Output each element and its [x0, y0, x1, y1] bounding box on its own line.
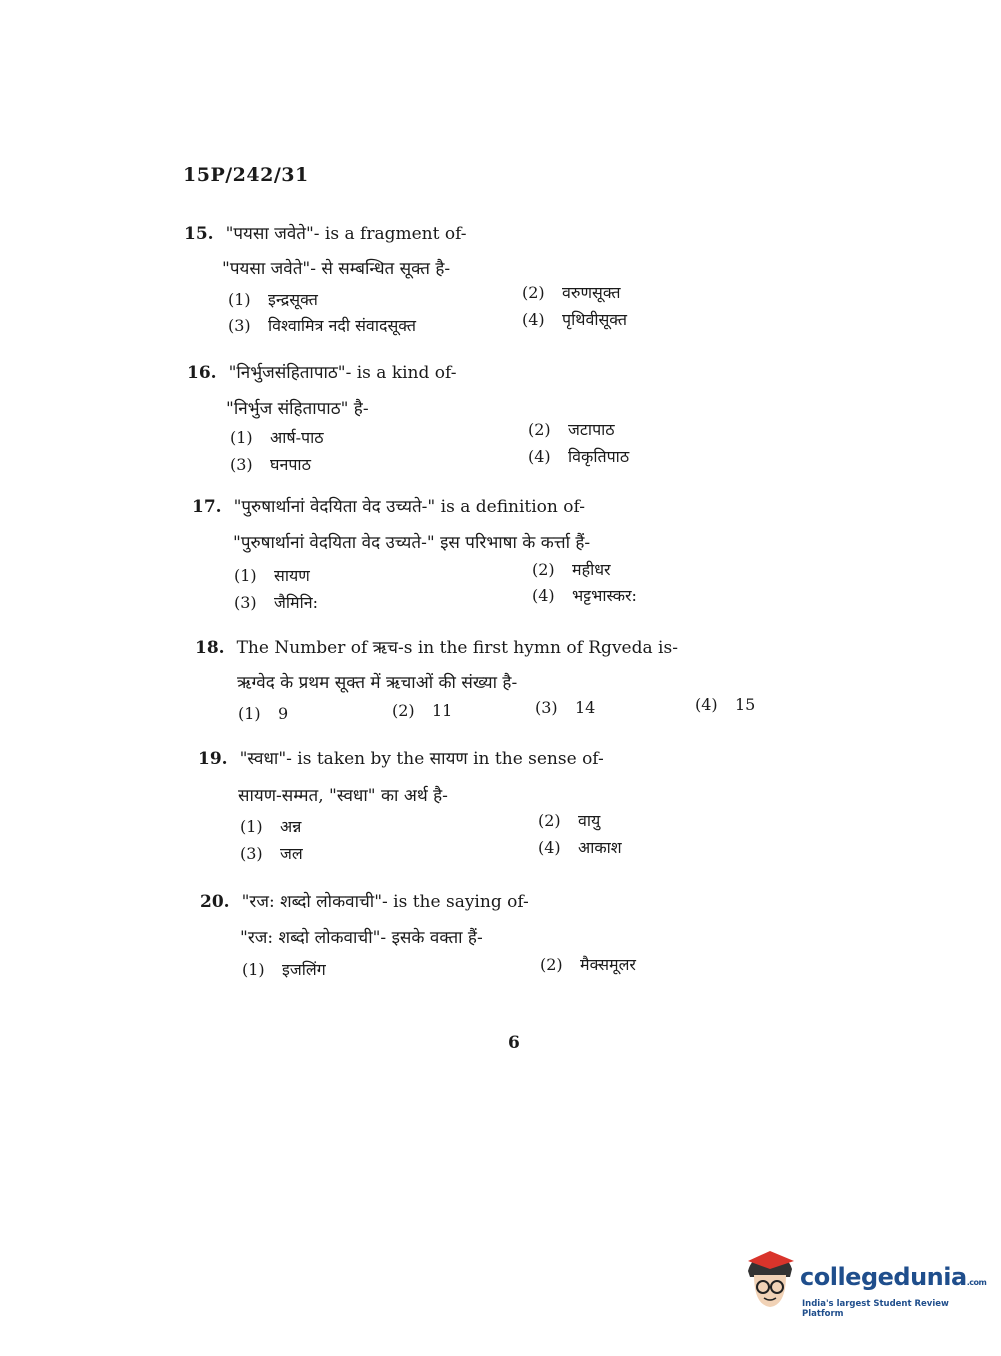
question-number: 17.: [192, 497, 222, 517]
question-text-en: [200, 889, 529, 912]
option-4[interactable]: [528, 445, 629, 467]
option-text: 9: [278, 704, 289, 723]
paper-code: 15P/242/31: [183, 164, 309, 186]
option-number: (2): [538, 811, 561, 830]
option-3[interactable]: [228, 314, 416, 336]
option-number: (4): [528, 447, 551, 466]
brand-tagline: India's largest Student Review Platform: [802, 1299, 949, 1319]
question-text-hi: ऋग्वेद के प्रथम सूक्त में ऋचाओं की संख्या है-: [237, 673, 518, 693]
brand-name-text: collegedunia: [800, 1263, 967, 1291]
option-text: भट्टभास्कर:: [572, 586, 637, 605]
option-1[interactable]: [234, 564, 310, 586]
option-number: (3): [535, 698, 558, 717]
option-text: पृथिवीसूक्त: [562, 310, 628, 329]
page-number: 6: [508, 1033, 520, 1053]
option-text: वरुणसूक्त: [562, 283, 621, 302]
option-number: (2): [528, 420, 551, 439]
brand-name: [800, 1263, 986, 1291]
option-number: (4): [532, 586, 555, 605]
question-english: The Number of ऋच-s in the first hymn of Rgveda is-: [236, 638, 678, 658]
question-number: 20.: [200, 892, 230, 912]
option-text: सायण: [274, 566, 310, 585]
mascot-icon: [742, 1247, 802, 1317]
option-text: आर्ष-पाठ: [270, 428, 324, 447]
option-text: 14: [575, 698, 596, 717]
question-english: "निर्भुजसंहितापाठ"- is a kind of-: [228, 363, 457, 383]
question-text-en: [184, 221, 467, 244]
option-text: महीधर: [572, 560, 611, 579]
question-text-hi: "रज: शब्दो लोकवाची"- इसके वक्ता हैं-: [240, 928, 483, 948]
option-1[interactable]: [242, 958, 326, 980]
option-text: जटापाठ: [568, 420, 615, 439]
collegedunia-logo[interactable]: [742, 1247, 987, 1319]
option-number: (4): [522, 310, 545, 329]
option-2[interactable]: [540, 953, 636, 975]
option-3[interactable]: [230, 453, 311, 475]
question-text-hi: सायण-सम्मत, "स्वधा" का अर्थ है-: [238, 786, 448, 806]
option-text: मैक्समूलर: [580, 955, 636, 974]
question-number: 18.: [195, 638, 225, 658]
option-number: (1): [242, 960, 265, 979]
option-number: (1): [228, 290, 251, 309]
option-number: (2): [540, 955, 563, 974]
option-number: (3): [234, 593, 257, 612]
question-text-en: [192, 494, 585, 517]
question-number: 19.: [198, 749, 228, 769]
question-number: 16.: [187, 363, 217, 383]
option-number: (2): [392, 701, 415, 720]
option-number: (1): [234, 566, 257, 585]
option-number: (1): [238, 704, 261, 723]
option-2[interactable]: [522, 281, 621, 303]
question-number: 15.: [184, 224, 214, 244]
option-number: (1): [240, 817, 263, 836]
question-english: "पुरुषार्थानां वेदयिता वेद उच्यते-" is a definition of-: [233, 497, 585, 517]
option-1[interactable]: [230, 426, 324, 448]
option-4[interactable]: [522, 308, 627, 330]
option-3[interactable]: [535, 698, 595, 717]
option-1[interactable]: [228, 288, 318, 310]
option-number: (4): [538, 838, 561, 857]
question-text-hi: "पुरुषार्थानां वेदयिता वेद उच्यते-" इस परिभाषा के कर्त्ता हैं-: [233, 533, 591, 553]
question-text-en: [187, 360, 456, 383]
option-text: जैमिनि:: [274, 593, 318, 612]
option-number: (2): [532, 560, 555, 579]
option-number: (1): [230, 428, 253, 447]
option-text: 15: [735, 695, 756, 714]
option-number: (3): [228, 316, 251, 335]
option-4[interactable]: [695, 695, 755, 714]
option-3[interactable]: [234, 591, 318, 613]
option-text: आकाश: [578, 838, 622, 857]
option-text: घनपाठ: [270, 455, 311, 474]
option-number: (2): [522, 283, 545, 302]
option-text: इन्द्रसूक्त: [268, 290, 318, 309]
option-text: वायु: [578, 811, 601, 830]
brand-suffix: .com: [966, 1278, 987, 1287]
option-3[interactable]: [240, 842, 303, 864]
question-text-en: [195, 635, 678, 658]
option-text: इजलिंग: [282, 960, 326, 979]
option-4[interactable]: [538, 836, 622, 858]
option-2[interactable]: [528, 418, 615, 440]
option-4[interactable]: [532, 584, 637, 606]
option-text: विकृतिपाठ: [568, 447, 630, 466]
option-number: (4): [695, 695, 718, 714]
question-text-hi: "पयसा जवेते"- से सम्बन्धित सूक्त है-: [222, 259, 451, 279]
option-text: विश्वामित्र नदी संवादसूक्त: [268, 316, 416, 335]
option-text: जल: [280, 844, 303, 863]
option-text: अन्न: [280, 817, 302, 836]
question-text-hi: "निर्भुज संहितापाठ" है-: [226, 399, 369, 419]
option-2[interactable]: [392, 701, 452, 720]
option-1[interactable]: [240, 815, 301, 837]
question-text-en: [198, 746, 604, 769]
option-1[interactable]: [238, 704, 288, 723]
question-english: "पयसा जवेते"- is a fragment of-: [225, 224, 467, 244]
option-number: (3): [230, 455, 253, 474]
option-text: 11: [432, 701, 453, 720]
option-number: (3): [240, 844, 263, 863]
option-2[interactable]: [532, 558, 611, 580]
question-english: "रज: शब्दो लोकवाची"- is the saying of-: [241, 892, 529, 912]
option-2[interactable]: [538, 809, 600, 831]
question-english: "स्वधा"- is taken by the सायण in the sense of-: [239, 749, 604, 769]
